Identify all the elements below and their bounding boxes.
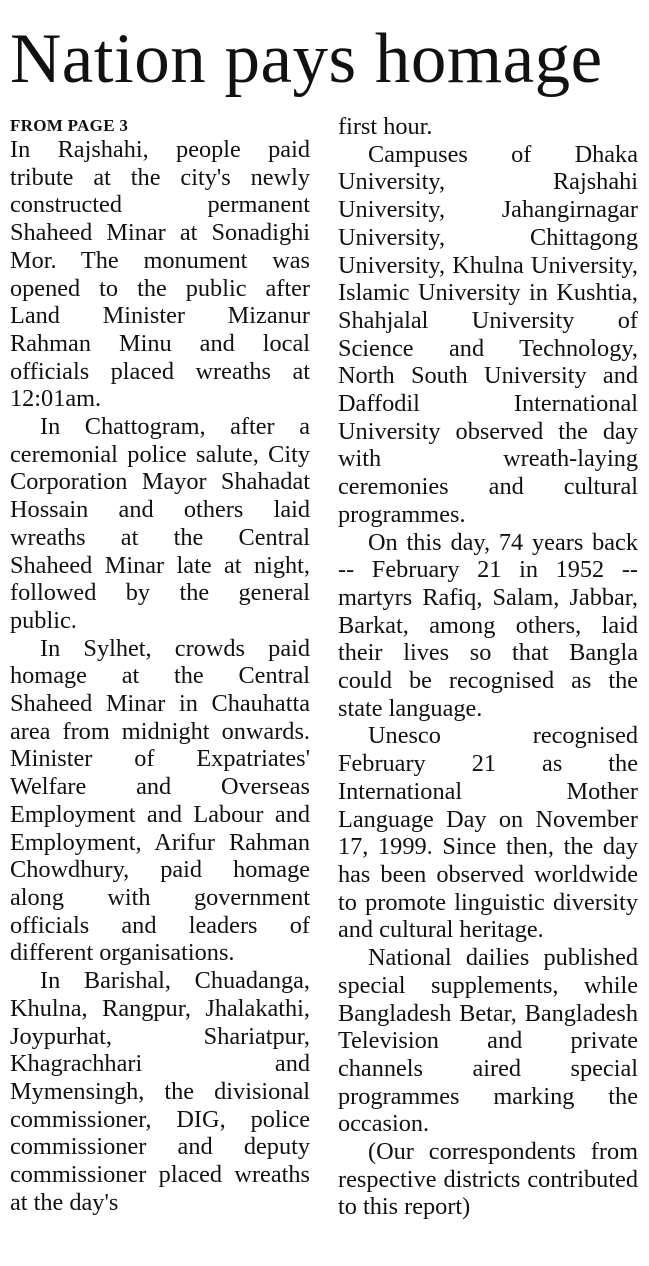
headline: Nation pays homage (10, 20, 603, 98)
continuation-kicker: FROM PAGE 3 (10, 116, 129, 135)
paragraph-sylhet: In Sylhet, crowds paid homage at the Central Shaheed Minar in Chauhatta area from midnight onwards. Minister of Expatriates' Welfare and Overseas Employment and Labour and Employment, Arifur Rahman Chowdhury, paid homage along with government officials and leaders of different organisations. (10, 634, 310, 967)
paragraph-continuation: first hour. (338, 113, 433, 140)
paragraph-unesco: Unesco recognised February 21 as the International Mother Language Day on November 17, 1999. Since then, the day has been observed worldwide to promote linguistic diversity and cultural heritage. (338, 722, 638, 944)
paragraph-rajshahi: In Rajshahi, people paid tribute at the city's newly constructed permanent Shaheed Minar at Sonadighi Mor. The monument was opened to the public after Land Minister Mizanur Rahman Minu and local officials placed wreaths at 12:01am. (10, 136, 310, 413)
paragraph-media: National dailies published special supplements, while Bangladesh Betar, Bangladesh Television and private channels aired special programmes marking the occasion. (338, 944, 638, 1138)
paragraph-campuses: Campuses of Dhaka University, Rajshahi University, Jahangirnagar University, Chittagong University, Khulna University, Islamic University in Kushtia, Shahjalal University of Science and Technology, North South University and Daffodil International University observed the day with wreath-laying ceremonies and cultural programmes. (338, 140, 638, 528)
paragraph-chattogram: In Chattogram, after a ceremonial police salute, City Corporation Mayor Shahadat Hossain and others laid wreaths at the Central Shaheed Minar late at night, followed by the general public. (10, 413, 310, 634)
paragraph-credit: (Our correspondents from respective districts contributed to this report) (338, 1138, 638, 1221)
article-column-right (338, 113, 638, 1221)
paragraph-divisions: In Barishal, Chuadanga, Khulna, Rangpur, Jhalakathi, Joypurhat, Shariatpur, Khagrachhari and Mymensingh, the divisional commissioner, DIG, police commissioner and deputy commissioner placed wreaths at the day's (10, 967, 310, 1216)
article-column-left (10, 114, 310, 1216)
paragraph-history: On this day, 74 years back -- February 21 in 1952 -- martyrs Rafiq, Salam, Jabbar, Barkat, among others, laid their lives so that Bangla could be recognised as the state language. (338, 528, 638, 722)
